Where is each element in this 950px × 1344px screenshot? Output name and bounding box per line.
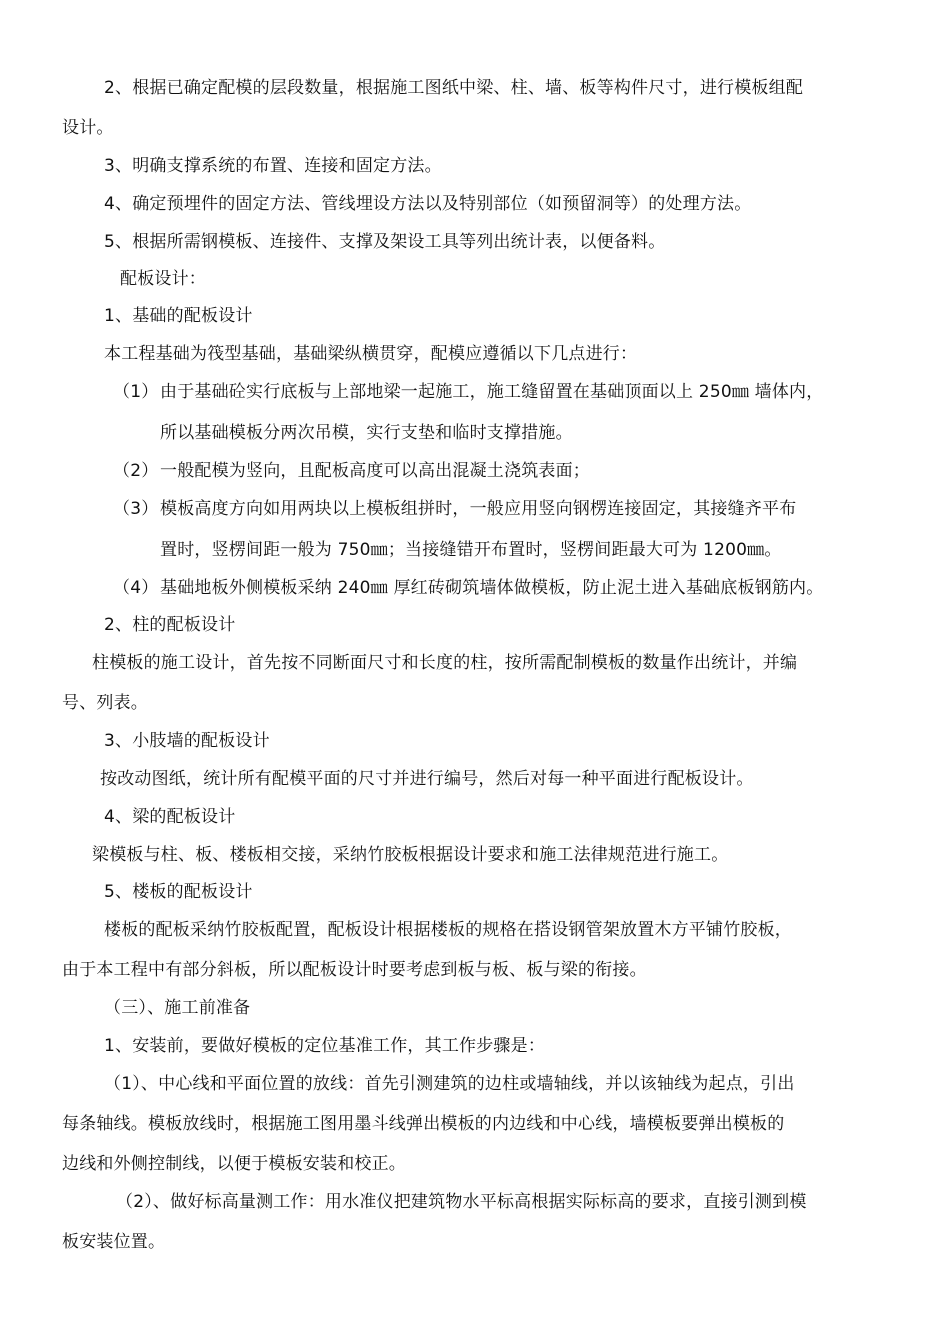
text-line: 3、明确支撑系统的布置、连接和固定方法。: [104, 156, 442, 176]
section-heading: 配板设计：: [120, 269, 206, 289]
section-heading: （三）、施工前准备: [104, 998, 251, 1018]
subsection-heading: 2、柱的配板设计: [104, 615, 236, 635]
text-line: 边线和外侧控制线，以便于模板安装和校正。: [62, 1154, 406, 1174]
text-line: 模板高度方向如用两块以上模板组拼时，一般应用竖向钢楞连接固定，其接缝齐平布: [160, 499, 797, 519]
text-line: 由于本工程中有部分斜板，所以配板设计时要考虑到板与板、板与梁的衔接。: [62, 960, 647, 980]
text-line: 板安装位置。: [62, 1232, 166, 1252]
subsection-heading: 4、梁的配板设计: [104, 807, 236, 827]
text-line: 按改动图纸，统计所有配模平面的尺寸并进行编号，然后对每一种平面进行配板设计。: [100, 769, 754, 789]
text-line: 一般配模为竖向，且配板高度可以高出混凝土浇筑表面；: [160, 461, 590, 481]
text-line: 由于基础砼实行底板与上部地梁一起施工，施工缝留置在基础顶面以上 250㎜ 墙体内，: [160, 382, 824, 402]
text-line: 每条轴线。模板放线时，根据施工图用墨斗线弹出模板的内边线和中心线，墙模板要弹出模板的: [62, 1114, 785, 1134]
text-line: 柱模板的施工设计，首先按不同断面尺寸和长度的柱，按所需配制模板的数量作出统计，并编: [92, 653, 798, 673]
text-line: （2）、做好标高量测工作：用水准仪把建筑物水平标高根据实际标高的要求，直接引测到模: [116, 1192, 807, 1212]
text-line: 1、安装前，要做好模板的定位基准工作，其工作步骤是：: [104, 1036, 546, 1056]
text-line: 4、确定预埋件的固定方法、管线埋设方法以及特别部位（如预留洞等）的处理方法。: [104, 194, 752, 214]
text-line: 楼板的配板采纳竹胶板配置，配板设计根据楼板的规格在搭设钢管架放置木方平铺竹胶板，: [104, 920, 792, 940]
item-number: （3）: [113, 499, 159, 519]
item-number: （2）: [113, 461, 159, 481]
subsection-heading: 5、楼板的配板设计: [104, 882, 253, 902]
text-line: （1）、中心线和平面位置的放线：首先引测建筑的边柱或墙轴线，并以该轴线为起点，引出: [104, 1074, 795, 1094]
text-line: 5、根据所需钢模板、连接件、支撑及架设工具等列出统计表，以便备料。: [104, 232, 666, 252]
text-line: 设计。: [62, 118, 114, 138]
text-line: 本工程基础为筏型基础，基础梁纵横贯穿，配模应遵循以下几点进行：: [104, 344, 638, 364]
text-line: 梁模板与柱、板、楼板相交接，采纳竹胶板根据设计要求和施工法律规范进行施工。: [92, 845, 729, 865]
item-number: （1）: [113, 382, 159, 402]
text-line: 置时，竖楞间距一般为 750㎜；当接缝错开布置时，竖楞间距最大可为 1200㎜。: [160, 540, 782, 560]
text-line: 2、根据已确定配模的层段数量，根据施工图纸中梁、柱、墙、板等构件尺寸，进行模板组配: [104, 78, 804, 98]
text-line: 所以基础模板分两次吊模，实行支垫和临时支撑措施。: [160, 423, 573, 443]
subsection-heading: 3、小肢墙的配板设计: [104, 731, 270, 751]
subsection-heading: 1、基础的配板设计: [104, 306, 253, 326]
item-number: （4）: [113, 578, 159, 598]
text-line: 号、列表。: [62, 693, 148, 713]
text-line: 基础地板外侧模板采纳 240㎜ 厚红砖砌筑墙体做模板，防止泥土进入基础底板钢筋内。: [160, 578, 824, 598]
